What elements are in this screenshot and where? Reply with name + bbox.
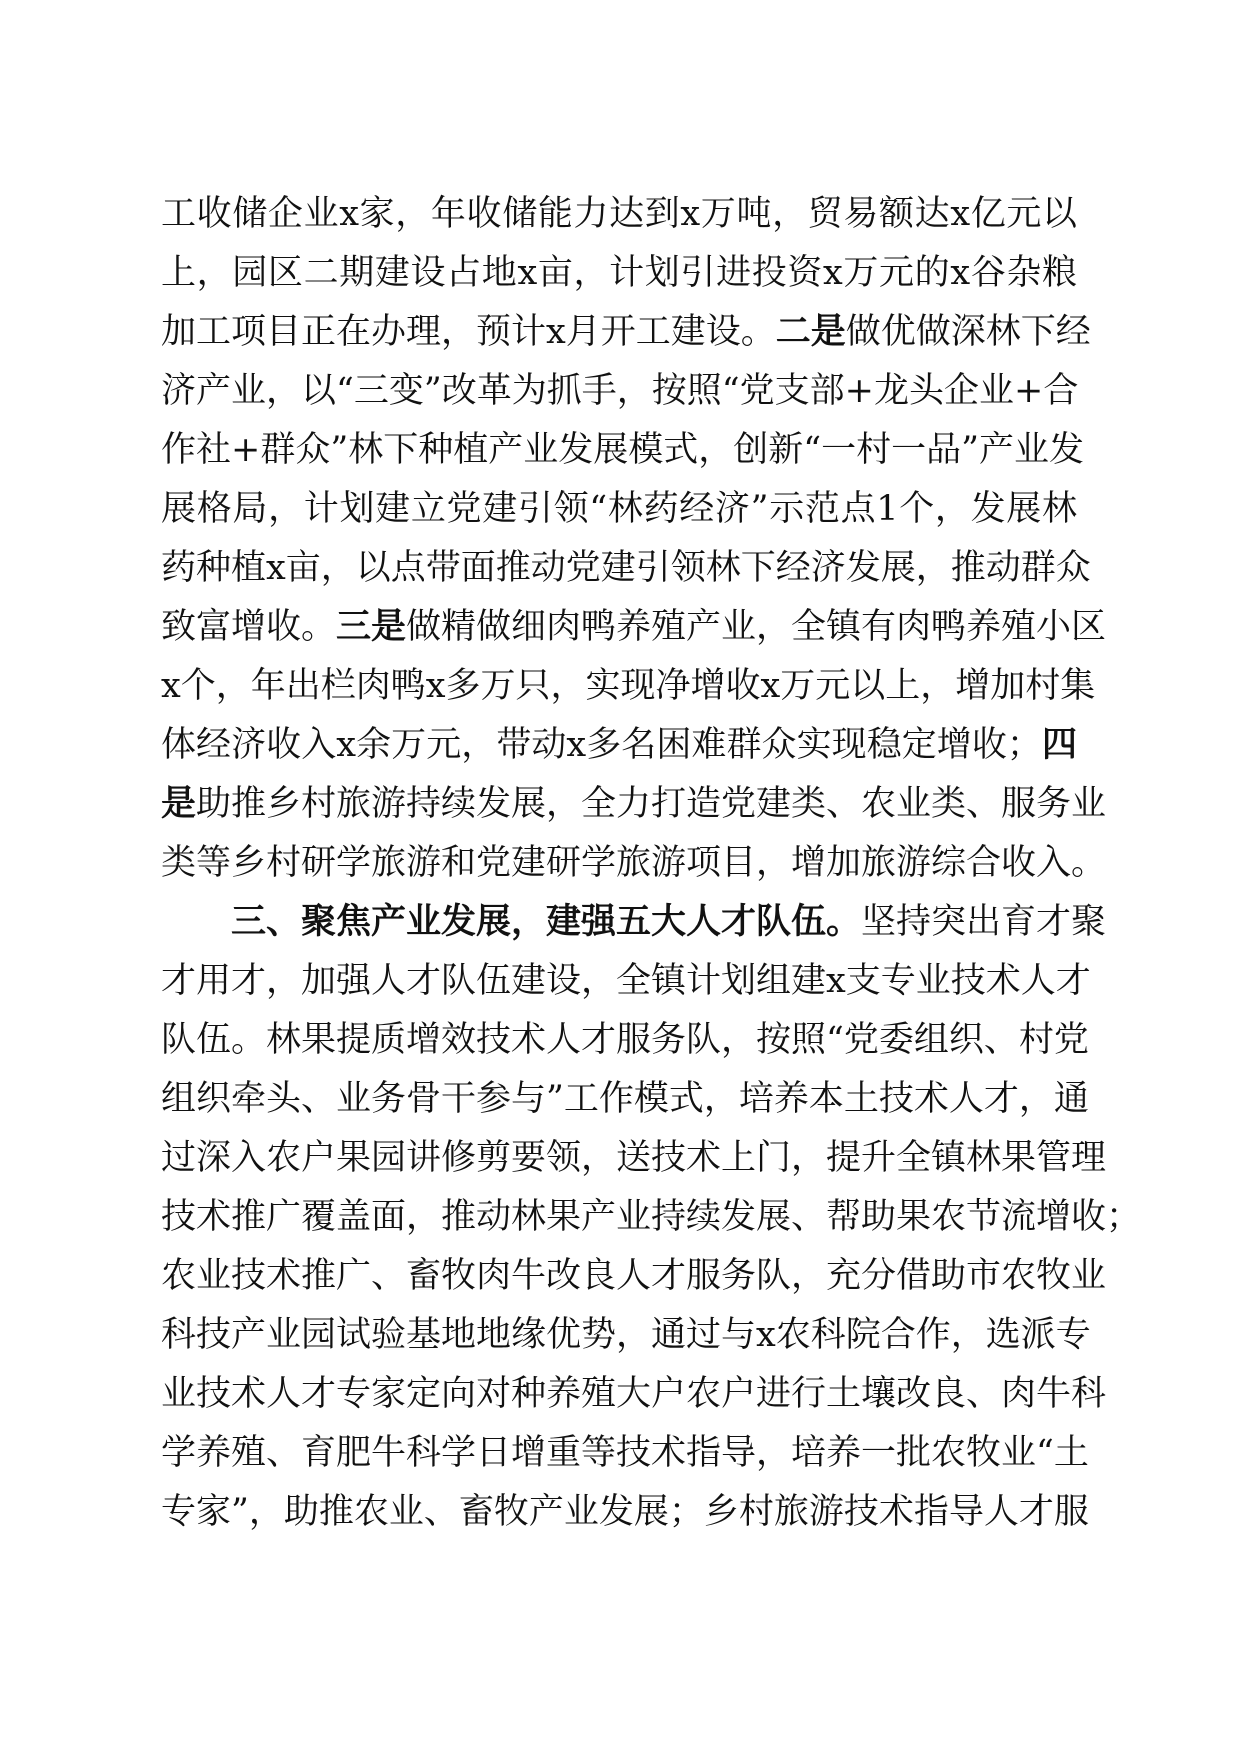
- text-segment: 学养殖、育肥牛科学日增重等技术指导，培养一批农牧业“土: [161, 1433, 1089, 1473]
- text-segment: 药种植x亩，以点带面推动党建引领林下经济发展，推动群众: [161, 548, 1091, 588]
- bold-text: 是: [161, 784, 197, 824]
- text-line: [161, 303, 1091, 362]
- text-line: [161, 775, 1107, 834]
- text-line: [161, 244, 1077, 303]
- text-segment: 工收储企业x家，年收储能力达到x万吨，贸易额达x亿元以: [161, 194, 1077, 234]
- text-segment: 队伍。林果提质增效技术人才服务队，按照“党委组织、村党: [161, 1020, 1089, 1060]
- bold-text: 三是: [336, 607, 407, 647]
- text-segment: 做优做深林下经: [845, 312, 1091, 352]
- text-segment: 科技产业园试验基地地缘优势，通过与x农科院合作，选派专: [161, 1315, 1091, 1355]
- text-line: [161, 1247, 1107, 1306]
- text-line: [161, 1483, 1089, 1542]
- text-segment: 加工项目正在办理，预计x月开工建设。: [161, 312, 776, 352]
- text-line: [161, 1129, 1107, 1188]
- text-segment: 坚持突出育才聚: [861, 902, 1107, 942]
- text-line: [161, 598, 1107, 657]
- text-line: [161, 185, 1077, 244]
- text-segment: 体经济收入x余万元，带动x多名困难群众实现稳定增收；: [161, 725, 1042, 765]
- text-segment: 做精做细肉鸭养殖产业，全镇有肉鸭养殖小区: [406, 607, 1107, 647]
- text-segment: 济产业，以“三变”改革为抓手，按照“党支部+龙头企业+合: [161, 371, 1079, 411]
- text-segment: 致富增收。: [161, 607, 337, 647]
- text-segment: 专家”，助推农业、畜牧产业发展；乡村旅游技术指导人才服: [161, 1492, 1089, 1532]
- text-line: [161, 952, 1091, 1011]
- text-segment: 业技术人才专家定向对种养殖大户农户进行土壤改良、肉牛科: [161, 1374, 1107, 1414]
- bold-text: 三、聚焦产业发展，建强五大人才队伍。: [231, 902, 862, 942]
- text-line: [161, 1070, 1089, 1129]
- text-segment: 才用才，加强人才队伍建设，全镇计划组建x支专业技术人才: [161, 961, 1091, 1001]
- text-line: [161, 362, 1077, 421]
- text-segment: 农业技术推广、畜牧肉牛改良人才服务队，充分借助市农牧业: [161, 1256, 1107, 1296]
- bold-text: 四: [1041, 725, 1077, 765]
- text-line: [161, 1365, 1107, 1424]
- text-segment: 技术推广覆盖面，推动林果产业持续发展、帮助果农节流增收；: [161, 1197, 1142, 1237]
- text-segment: 作社+群众”林下种植产业发展模式，创新“一村一品”产业发: [161, 430, 1085, 470]
- document-body: [161, 185, 1142, 1542]
- text-line: [161, 657, 1096, 716]
- text-segment: 助推乡村旅游持续发展，全力打造党建类、农业类、服务业: [196, 784, 1107, 824]
- text-line: [161, 834, 1107, 893]
- text-segment: 组织牵头、业务骨干参与”工作模式，培养本土技术人才，通: [161, 1079, 1089, 1119]
- text-line: [161, 1306, 1091, 1365]
- text-line: [161, 539, 1091, 598]
- text-line: [161, 1188, 1142, 1247]
- text-line: [161, 1011, 1089, 1070]
- bold-text: 二是: [775, 312, 846, 352]
- text-segment: x个，年出栏肉鸭x多万只，实现净增收x万元以上，增加村集: [161, 666, 1096, 706]
- section-heading-line: [161, 893, 1107, 952]
- text-segment: 展格局，计划建立党建引领“林药经济”示范点1个，发展林: [161, 489, 1077, 529]
- text-segment: 类等乡村研学旅游和党建研学旅游项目，增加旅游综合收入。: [161, 843, 1107, 883]
- text-line: [161, 716, 1077, 775]
- text-segment: 过深入农户果园讲修剪要领，送技术上门，提升全镇林果管理: [161, 1138, 1107, 1178]
- text-line: [161, 480, 1077, 539]
- text-segment: 上，园区二期建设占地x亩，计划引进投资x万元的x谷杂粮: [161, 253, 1077, 293]
- text-line: [161, 421, 1085, 480]
- text-line: [161, 1424, 1089, 1483]
